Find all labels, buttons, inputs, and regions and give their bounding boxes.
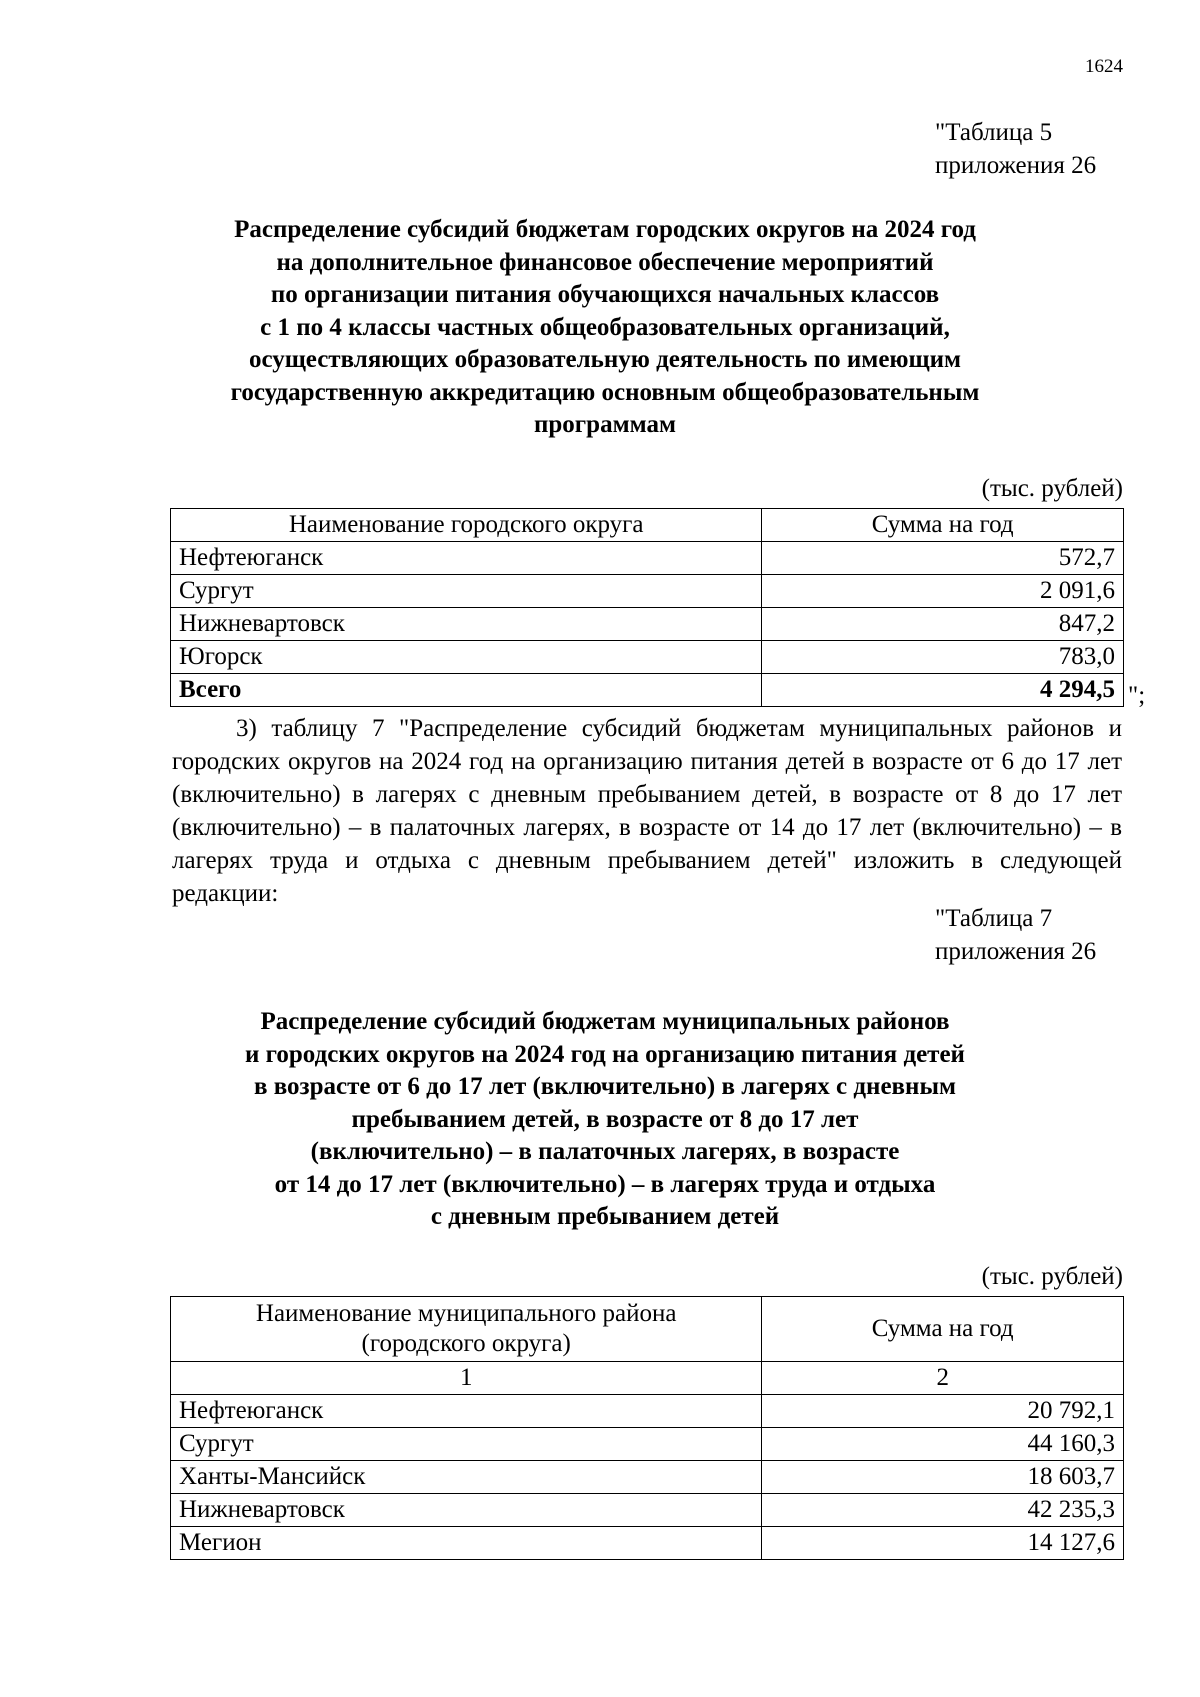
table-row (171, 1395, 1124, 1428)
row-value: 44 160,3 (762, 1428, 1124, 1461)
table-row (171, 1527, 1124, 1560)
heading-line: с дневным пребыванием детей (430, 1203, 780, 1230)
total-value: 4 294,5 (762, 674, 1124, 707)
table-row (171, 542, 1124, 575)
table-row (171, 608, 1124, 641)
row-name: Югорск (171, 641, 762, 674)
heading-line: программам (534, 411, 676, 438)
heading-line: с 1 по 4 классы частных общеобразовательных организаций, (260, 313, 950, 341)
column-number-1: 1 (171, 1362, 762, 1395)
row-name: Нефтеюганск (171, 1395, 762, 1428)
table5-ref-line2: приложения 26 (935, 152, 1097, 179)
table5-heading (170, 214, 1040, 442)
column-header-name-line1: Наименование муниципального района (255, 1300, 677, 1327)
table7-ref-line1: "Таблица 7 (935, 905, 1053, 932)
row-name: Нижневартовск (171, 1494, 762, 1527)
row-value: 18 603,7 (762, 1461, 1124, 1494)
table-row (171, 1428, 1124, 1461)
page-number: 1624 (1085, 56, 1123, 77)
heading-line: осуществляющих образовательную деятельность по имеющим (248, 346, 962, 373)
quote-close-mark: "; (1128, 682, 1146, 709)
heading-line: на дополнительное финансовое обеспечение мероприятий (276, 248, 934, 276)
table-total-row (171, 674, 1124, 707)
table7-ref-line2: приложения 26 (935, 938, 1097, 965)
heading-line: Распределение субсидий бюджетам городских округов на 2024 год (234, 216, 976, 243)
row-value: 572,7 (762, 542, 1124, 575)
row-name: Сургут (171, 575, 762, 608)
heading-line: в возрасте от 6 до 17 лет (включительно) в лагерях с дневным (253, 1073, 957, 1100)
heading-line: по организации питания обучающихся начальных классов (270, 281, 940, 308)
table7-reference (935, 902, 1096, 968)
table-header-row (171, 509, 1124, 542)
heading-line: и городских округов на 2024 год на организацию питания детей (245, 1040, 965, 1068)
table-header-row (171, 1297, 1124, 1362)
amendment-paragraph: 3) таблицу 7 "Распределение субсидий бюджетам муниципальных районов и городских округов на 2024 год на организацию питания детей в возрасте от 6 до 17 лет (включительно) в лагерях с дневным пребыванием детей, в возрасте от 8 до 17 лет (включительно) – в палаточных лагерях, в возрасте от 14 до 17 лет (включительно) – в лагерях труда и отдыха с дневным пребыванием детей" изложить в следующей редакции: (172, 715, 1122, 907)
table5-ref-line1: "Таблица 5 (935, 119, 1053, 146)
row-name: Нижневартовск (171, 608, 762, 641)
column-header-name: Наименование городского округа (171, 509, 762, 542)
row-name: Ханты-Мансийск (171, 1461, 762, 1494)
heading-line: государственную аккредитацию основным общеобразовательным (230, 378, 980, 406)
row-name: Сургут (171, 1428, 762, 1461)
table-row (171, 641, 1124, 674)
table-row (171, 1461, 1124, 1494)
table5-units: (тыс. рублей) (981, 475, 1123, 502)
table-row (171, 575, 1124, 608)
heading-line: Распределение субсидий бюджетам муниципальных районов (260, 1008, 950, 1035)
heading-line: от 14 до 17 лет (включительно) – в лагерях труда и отдыха (274, 1170, 936, 1198)
row-value: 847,2 (762, 608, 1124, 641)
table5 (170, 508, 1124, 707)
column-number-2: 2 (762, 1362, 1124, 1395)
heading-line: (включительно) – в палаточных лагерях, в возрасте (310, 1138, 900, 1165)
column-header-name (171, 1297, 762, 1362)
row-value: 42 235,3 (762, 1494, 1124, 1527)
row-value: 20 792,1 (762, 1395, 1124, 1428)
column-header-name-line2: (городского округа) (361, 1330, 571, 1357)
table5-reference (935, 116, 1096, 182)
table-row (171, 1494, 1124, 1527)
table7-units: (тыс. рублей) (981, 1263, 1123, 1290)
column-number-row (171, 1362, 1124, 1395)
total-label: Всего (171, 674, 762, 707)
row-value: 783,0 (762, 641, 1124, 674)
heading-line: пребыванием детей, в возрасте от 8 до 17 лет (351, 1105, 859, 1133)
column-header-sum: Сумма на год (762, 1297, 1124, 1362)
row-name: Мегион (171, 1527, 762, 1560)
row-value: 2 091,6 (762, 575, 1124, 608)
table7 (170, 1296, 1124, 1560)
row-value: 14 127,6 (762, 1527, 1124, 1560)
row-name: Нефтеюганск (171, 542, 762, 575)
table7-heading (170, 1006, 1040, 1234)
column-header-sum: Сумма на год (762, 509, 1124, 542)
